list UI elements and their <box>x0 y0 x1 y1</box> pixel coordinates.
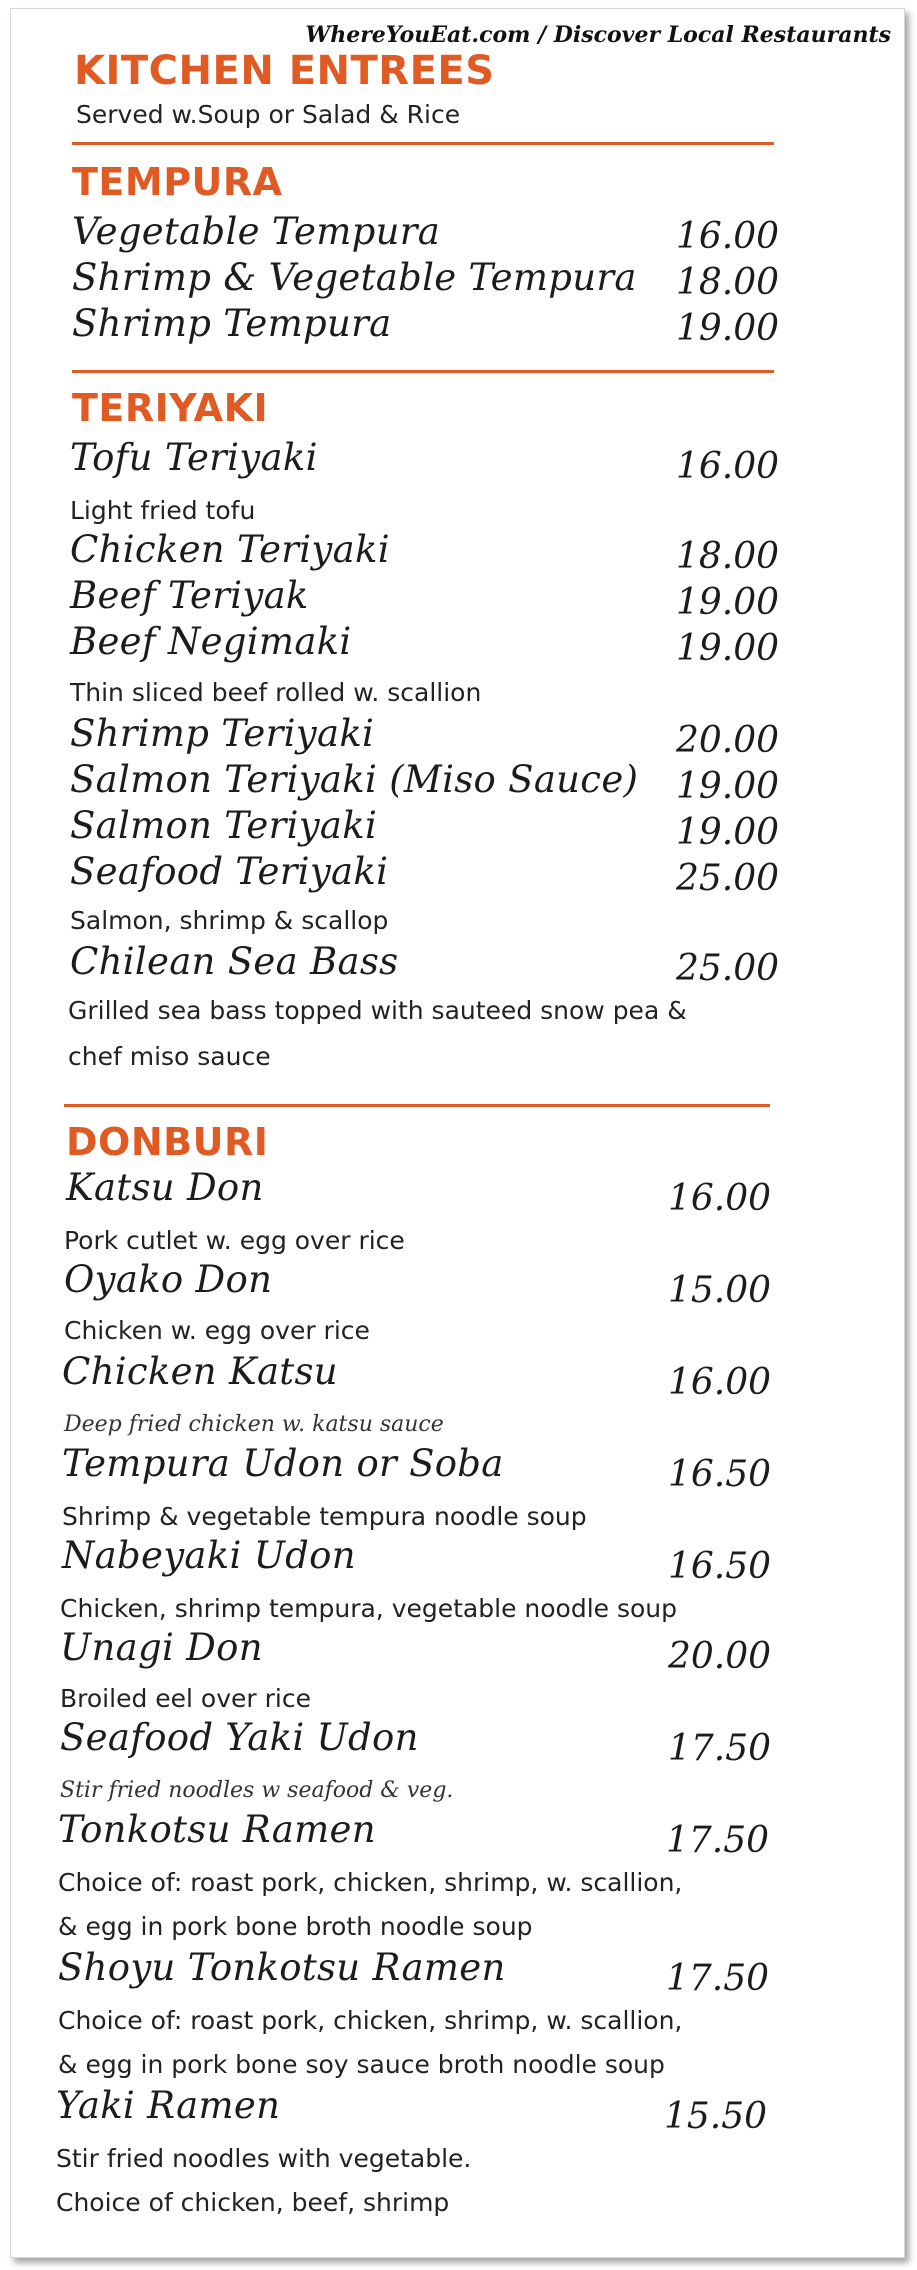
menu-item-price: 16.50 <box>668 1546 772 1587</box>
menu-item-name: Tempura Udon or Soba <box>62 1442 504 1485</box>
menu-item-price: 19.00 <box>676 582 780 623</box>
menu-item-description: Choice of: roast pork, chicken, shrimp, w. scallion, <box>58 1868 683 1897</box>
menu-item-name: Katsu Don <box>66 1166 264 1209</box>
menu-item-price: 16.00 <box>676 446 780 487</box>
menu-item-price: 25.00 <box>676 858 780 899</box>
menu-item-name: Beef Teriyak <box>70 574 309 617</box>
menu-item-price: 17.50 <box>668 1728 772 1769</box>
menu-item-price: 18.00 <box>676 536 780 577</box>
menu-item-name: Unagi Don <box>60 1626 263 1669</box>
menu-item-name: Salmon Teriyaki <box>70 804 378 847</box>
menu-item-description: Stir fried noodles w seafood & veg. <box>60 1778 454 1803</box>
menu-item-description-line2: & egg in pork bone broth noodle soup <box>58 1912 533 1941</box>
menu-item-price: 17.50 <box>666 1820 770 1861</box>
menu-item-price: 19.00 <box>676 308 780 349</box>
menu-item-price: 19.00 <box>676 812 780 853</box>
menu-item-description: Chicken, shrimp tempura, vegetable noodle soup <box>60 1594 678 1623</box>
divider <box>72 142 774 145</box>
page-subtitle: Served w.Soup or Salad & Rice <box>76 100 461 129</box>
menu-item-name: Nabeyaki Udon <box>62 1534 356 1577</box>
menu-item-name: Shrimp Teriyaki <box>70 712 375 755</box>
menu-item-description: Shrimp & vegetable tempura noodle soup <box>62 1502 587 1531</box>
menu-item-name: Shoyu Tonkotsu Ramen <box>58 1946 506 1989</box>
menu-item-price: 19.00 <box>676 628 780 669</box>
menu-item-price: 16.00 <box>668 1178 772 1219</box>
menu-item-name: Vegetable Tempura <box>72 210 441 253</box>
menu-item-name: Beef Negimaki <box>70 620 352 663</box>
menu-item-name: Chicken Teriyaki <box>70 528 390 571</box>
divider <box>64 1104 770 1107</box>
menu-item-price: 16.00 <box>668 1362 772 1403</box>
menu-item-description: Deep fried chicken w. katsu sauce <box>64 1412 444 1437</box>
menu-item-price: 17.50 <box>666 1958 770 1999</box>
page-title: KITCHEN ENTREES <box>74 48 495 94</box>
menu-item-price: 19.00 <box>676 766 780 807</box>
menu-item-name: Shrimp & Vegetable Tempura <box>72 256 637 299</box>
menu-item-price: 18.00 <box>676 262 780 303</box>
menu-item-name: Salmon Teriyaki (Miso Sauce) <box>70 758 639 801</box>
watermark: WhereYouEat.com / Discover Local Restaurants <box>305 22 891 48</box>
menu-item-name: Chicken Katsu <box>62 1350 338 1393</box>
menu-item-description: Pork cutlet w. egg over rice <box>64 1226 405 1255</box>
menu-item-price: 16.00 <box>676 216 780 257</box>
menu-item-name: Tofu Teriyaki <box>70 436 318 479</box>
menu-item-description: Light fried tofu <box>70 496 256 525</box>
menu-item-name: Seafood Yaki Udon <box>60 1716 419 1759</box>
menu-item-name: Oyako Don <box>64 1258 273 1301</box>
menu-item-description: Broiled eel over rice <box>60 1684 311 1713</box>
menu-item-name: Yaki Ramen <box>56 2084 281 2127</box>
divider <box>72 370 774 373</box>
menu-item-description: Stir fried noodles with vegetable. <box>56 2144 472 2173</box>
menu-item-price: 20.00 <box>676 720 780 761</box>
menu-item-description: Salmon, shrimp & scallop <box>70 906 389 935</box>
section-title-tempura: TEMPURA <box>72 160 283 204</box>
menu-item-name: Shrimp Tempura <box>72 302 392 345</box>
menu-item-name: Tonkotsu Ramen <box>58 1808 376 1851</box>
menu-item-description-line2: & egg in pork bone soy sauce broth noodle soup <box>58 2050 665 2079</box>
section-title-donburi: DONBURI <box>66 1120 269 1164</box>
menu-item-price: 25.00 <box>676 948 780 989</box>
menu-item-description: Choice of: roast pork, chicken, shrimp, w. scallion, <box>58 2006 683 2035</box>
menu-item-description-line2: Choice of chicken, beef, shrimp <box>56 2188 450 2217</box>
menu-item-name: Chilean Sea Bass <box>70 940 399 983</box>
menu-item-price: 20.00 <box>668 1636 772 1677</box>
section-title-teriyaki: TERIYAKI <box>72 386 269 430</box>
menu-item-price: 15.00 <box>668 1270 772 1311</box>
menu-item-description: Chicken w. egg over rice <box>64 1316 370 1345</box>
menu-item-description: Grilled sea bass topped with sauteed snow pea & <box>68 996 687 1025</box>
menu-item-description: Thin sliced beef rolled w. scallion <box>70 678 482 707</box>
menu-item-price: 15.50 <box>664 2096 768 2137</box>
menu-item-name: Seafood Teriyaki <box>70 850 389 893</box>
menu-item-price: 16.50 <box>668 1454 772 1495</box>
menu-item-description-line2: chef miso sauce <box>68 1042 271 1071</box>
